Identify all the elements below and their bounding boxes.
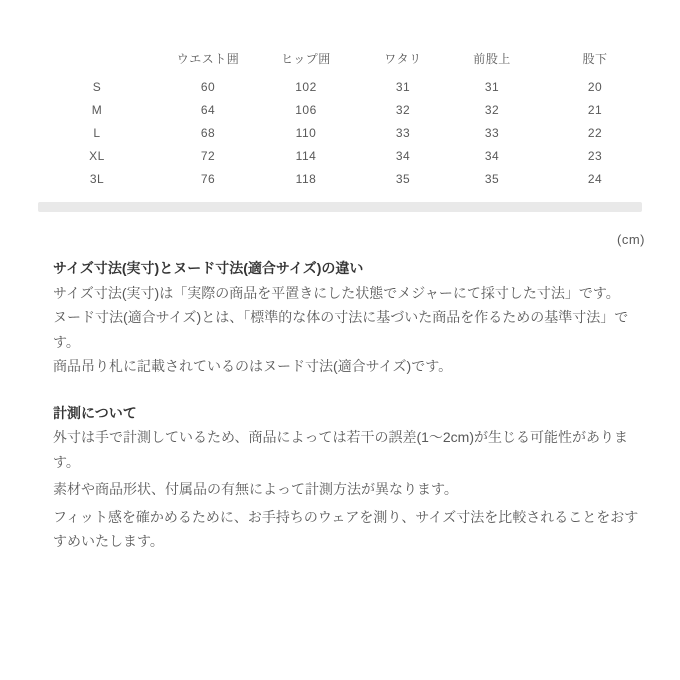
inseam-value: 24 — [587, 171, 603, 186]
size-table — [40, 42, 662, 190]
table-row-s — [40, 75, 662, 98]
size-label: L — [93, 125, 101, 140]
table-row-3l — [40, 167, 662, 190]
col-header-size — [40, 42, 154, 75]
notes — [53, 256, 645, 557]
note-line: 素材や商品形状、付属品の有無によって計測方法が異なります。 — [53, 481, 458, 497]
note-line: 外寸は手で計測しているため、商品によっては若干の誤差(1～2cm)が生じる可能性があります。 — [53, 429, 628, 470]
table-row-l — [40, 121, 662, 144]
front-rise-value: 35 — [484, 171, 500, 186]
table-scrollbar[interactable] — [38, 202, 642, 212]
waist-value: 72 — [200, 148, 216, 163]
size-label: 3L — [89, 171, 105, 186]
hip-value: 106 — [295, 102, 317, 117]
measurement-heading: 計測について — [53, 404, 137, 421]
unit-label: (cm) — [617, 232, 645, 247]
watari-value: 35 — [395, 171, 411, 186]
front-rise-value: 32 — [484, 102, 500, 117]
waist-value: 64 — [200, 102, 216, 117]
waist-value: 60 — [200, 79, 216, 94]
hip-value: 110 — [295, 125, 317, 140]
col-header-front-rise: 前股上 — [473, 52, 511, 66]
inseam-value: 21 — [587, 102, 603, 117]
hip-value: 102 — [295, 79, 317, 94]
inseam-value: 22 — [587, 125, 603, 140]
front-rise-value: 34 — [484, 148, 500, 163]
col-header-watari: ワタリ — [384, 52, 422, 66]
size-table-header-row — [40, 42, 662, 75]
inseam-value: 20 — [587, 79, 603, 94]
watari-value: 34 — [395, 148, 411, 163]
watari-value: 32 — [395, 102, 411, 117]
note-line: 商品吊り札に記載されているのはヌード寸法(適合サイズ)です。 — [53, 358, 453, 374]
note-line: ヌード寸法(適合サイズ)とは、「標準的な体の寸法に基づいた商品を作るための基準寸法」です。 — [53, 309, 629, 350]
table-row-m — [40, 98, 662, 121]
front-rise-value: 31 — [484, 79, 500, 94]
waist-value: 68 — [200, 125, 216, 140]
inseam-value: 23 — [587, 148, 603, 163]
col-header-inseam: 股下 — [582, 52, 608, 66]
size-label: M — [91, 102, 103, 117]
col-header-hip: ヒップ囲 — [281, 52, 331, 66]
watari-value: 33 — [395, 125, 411, 140]
size-definition-heading: サイズ寸法(実寸)とヌード寸法(適合サイズ)の違い — [53, 260, 364, 276]
note-line: サイズ寸法(実寸)は「実際の商品を平置きにした状態でメジャーにて採寸した寸法」です。 — [53, 284, 620, 301]
front-rise-value: 33 — [484, 125, 500, 140]
notes-section-size-definition — [53, 256, 645, 379]
size-label: XL — [89, 148, 105, 163]
hip-value: 114 — [295, 148, 317, 163]
watari-value: 31 — [395, 79, 411, 94]
col-header-waist: ウエスト囲 — [176, 52, 240, 66]
size-label: S — [92, 79, 102, 94]
note-line: フィット感を確かめるために、お手持ちのウェアを測り、サイズ寸法を比較されることをおすすめいたします。 — [53, 508, 639, 549]
hip-value: 118 — [295, 171, 317, 186]
table-row-xl — [40, 144, 662, 167]
waist-value: 76 — [200, 171, 216, 186]
notes-section-measurement — [53, 401, 645, 554]
